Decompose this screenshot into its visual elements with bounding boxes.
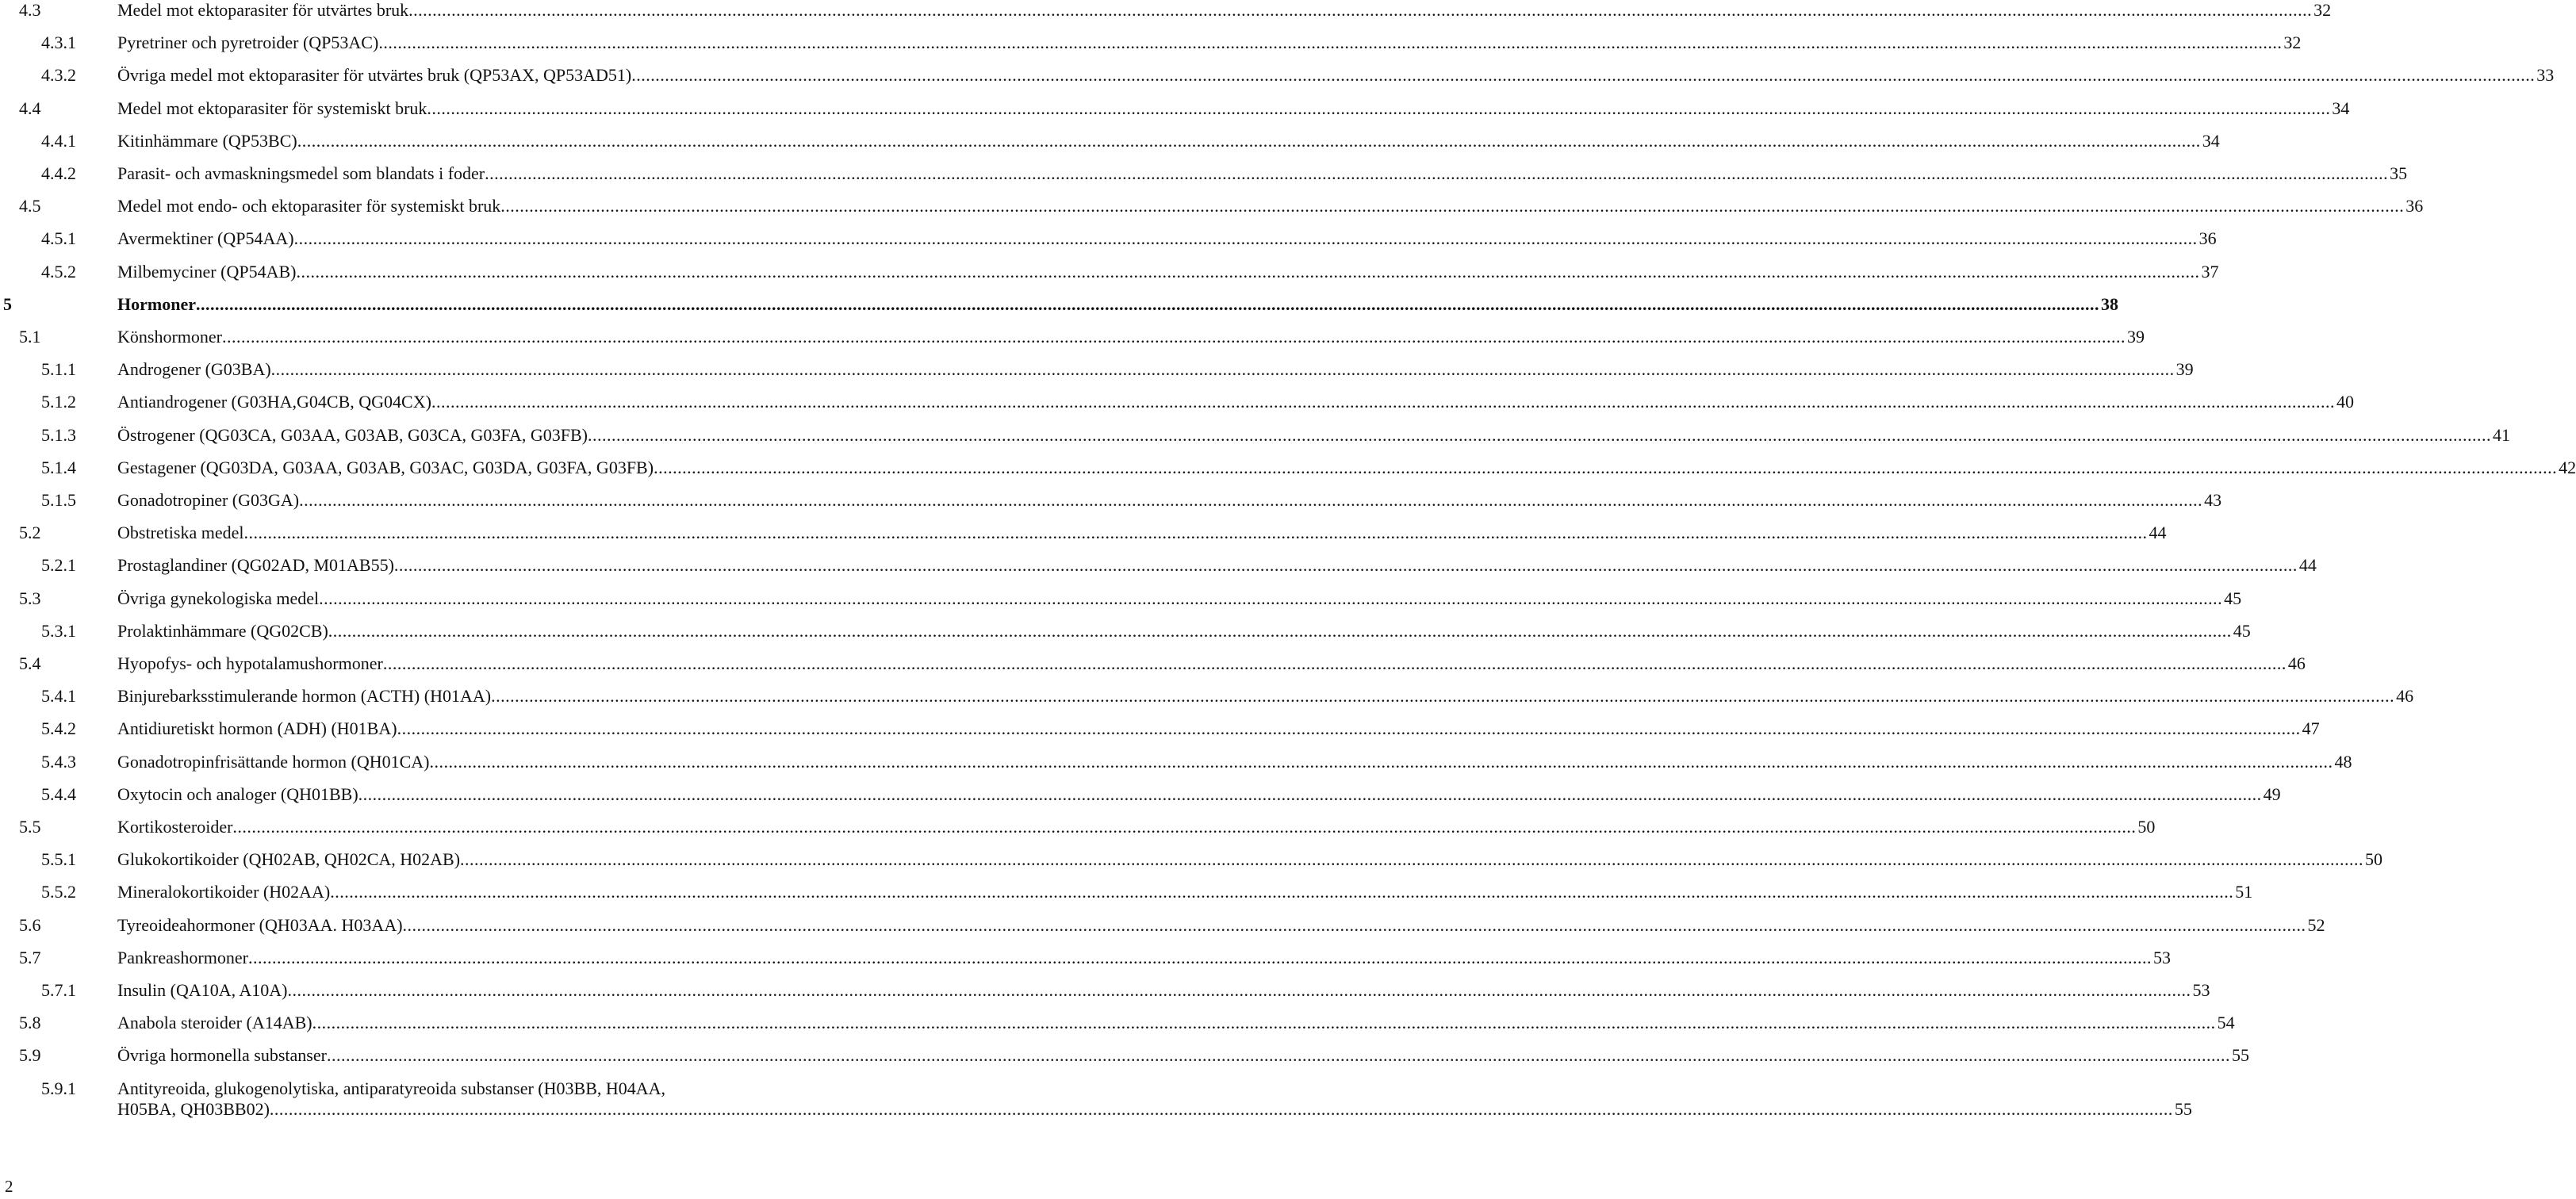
dot-leader: ................................................................................................................................................................................................................................................................................................................................................................................................................ (328, 620, 2232, 641)
dot-leader: ................................................................................................................................................................................................................................................................................................................................................................................................................ (397, 718, 2301, 739)
toc-entry-title: Antityreoida, glukogenolytiska, antiparatyreoida substanser (H03BB, H04AA, (117, 1078, 666, 1098)
dot-leader: ................................................................................................................................................................................................................................................................................................................................................................................................................ (500, 196, 2405, 216)
toc-entry-title: Pyretriner och pyretroider (QP53AC) (117, 33, 379, 53)
dot-leader: ................................................................................................................................................................................................................................................................................................................................................................................................................ (393, 555, 2298, 576)
toc-entry-number: 5.7 (19, 947, 41, 967)
toc-entry-title-continued: H05BA, QH03BB02) (117, 1098, 270, 1119)
toc-entry-number: 5.5.1 (41, 849, 76, 870)
toc-entry-number: 5.6 (19, 914, 41, 935)
toc-entry-title: Antiandrogener (G03HA,G04CB, QG04CX) (117, 392, 431, 412)
toc-entry-page: 39 (2175, 359, 2194, 380)
dot-leader: ................................................................................................................................................................................................................................................................................................................................................................................................................ (378, 33, 2283, 53)
toc-entry-number: 4.5 (19, 196, 41, 216)
toc-entry-title: Gonadotropiner (G03GA) (117, 490, 300, 510)
toc-entry-title: Mineralokortikoider (H02AA) (117, 882, 331, 902)
toc-entry-title: Prostaglandiner (QG02AD, M01AB55) (117, 555, 394, 576)
dot-leader: ................................................................................................................................................................................................................................................................................................................................................................................................................ (402, 914, 2306, 935)
dot-leader: ................................................................................................................................................................................................................................................................................................................................................................................................................ (312, 1013, 2216, 1033)
toc-entry-number: 4.3.1 (41, 33, 76, 53)
toc-entry-number: 5.9 (19, 1045, 41, 1066)
toc-entry-title: Medel mot endo- och ektoparasiter för systemiskt bruk (117, 196, 501, 216)
toc-entry-page: 34 (2202, 130, 2220, 151)
dot-leader: ................................................................................................................................................................................................................................................................................................................................................................................................................ (293, 228, 2198, 249)
toc-entry-title: Medel mot ektoparasiter för systemiskt bruk (117, 98, 427, 118)
page-number: 2 (5, 1177, 13, 1196)
toc-entry-title: Kortikosteroider (117, 817, 233, 837)
dot-leader: ................................................................................................................................................................................................................................................................................................................................................................................................................ (269, 1098, 2173, 1119)
dot-leader: ................................................................................................................................................................................................................................................................................................................................................................................................................ (654, 457, 2558, 477)
toc-entry-title: Gonadotropinfrisättande hormon (QH01CA) (117, 751, 430, 772)
toc-entry-page: 35 (2390, 163, 2408, 183)
toc-entry-title: Anabola steroider (A14AB) (117, 1013, 312, 1033)
toc-entry-number: 5.4.2 (41, 718, 76, 739)
dot-leader: ................................................................................................................................................................................................................................................................................................................................................................................................................ (431, 392, 2335, 412)
toc-entry-page: 37 (2201, 261, 2219, 282)
toc-entry-number: 4.4.1 (41, 130, 76, 151)
dot-leader: ................................................................................................................................................................................................................................................................................................................................................................................................................ (326, 1045, 2230, 1066)
toc-entry-page: 33 (2536, 65, 2555, 86)
toc-entry-number: 4.5.1 (41, 228, 76, 249)
dot-leader: ................................................................................................................................................................................................................................................................................................................................................................................................................ (319, 588, 2223, 608)
toc-entry-title: Hormoner (117, 293, 196, 314)
dot-leader: ................................................................................................................................................................................................................................................................................................................................................................................................................ (247, 947, 2152, 967)
dot-leader: ................................................................................................................................................................................................................................................................................................................................................................................................................ (296, 261, 2200, 282)
dot-leader: ................................................................................................................................................................................................................................................................................................................................................................................................................ (427, 98, 2331, 118)
toc-entry-page: 44 (2149, 523, 2167, 543)
dot-leader: ................................................................................................................................................................................................................................................................................................................................................................................................................ (330, 882, 2234, 902)
toc-entry-page: 51 (2235, 882, 2253, 902)
toc-entry-title: Oxytocin och analoger (QH01BB) (117, 783, 358, 804)
toc-entry-page: 53 (2152, 947, 2171, 967)
toc-entry-number: 5.1.2 (41, 392, 76, 412)
toc-entry-page: 55 (2174, 1098, 2192, 1119)
toc-entry-title: Övriga hormonella substanser (117, 1045, 327, 1066)
toc-entry-title: Hyopofys- och hypotalamushormoner (117, 653, 383, 673)
toc-entry-title: Medel mot ektoparasiter för utvärtes bruk (117, 0, 409, 20)
toc-entry-title: Pankreashormoner (117, 947, 248, 967)
toc-entry-title: Könshormoner (117, 327, 222, 347)
toc-entry-page: 45 (2224, 588, 2242, 608)
toc-entry-page: 55 (2231, 1045, 2249, 1066)
toc-entry-title: Tyreoideahormoner (QH03AA. H03AA) (117, 914, 403, 935)
toc-entry-number: 5.3 (19, 588, 41, 608)
toc-entry-page: 32 (2283, 33, 2302, 53)
toc-entry-title: Prolaktinhämmare (QG02CB) (117, 620, 328, 641)
dot-leader: ................................................................................................................................................................................................................................................................................................................................................................................................................ (587, 424, 2491, 445)
toc-entry-page: 40 (2336, 392, 2354, 412)
toc-entry-title: Binjurebarksstimulerande hormon (ACTH) (H01AA) (117, 686, 492, 707)
toc-entry-page: 43 (2204, 490, 2222, 510)
dot-leader: ................................................................................................................................................................................................................................................................................................................................................................................................................ (299, 490, 2203, 510)
toc-entry-page: 34 (2332, 98, 2350, 118)
toc-entry-page: 46 (2287, 653, 2306, 673)
toc-entry-page: 48 (2334, 751, 2352, 772)
dot-leader: ................................................................................................................................................................................................................................................................................................................................................................................................................ (297, 130, 2201, 151)
toc-entry-number: 5.3.1 (41, 620, 76, 641)
toc-entry-page: 46 (2396, 686, 2414, 707)
toc-entry-title: Glukokortikoider (QH02AB, QH02CA, H02AB) (117, 849, 461, 870)
dot-leader: ................................................................................................................................................................................................................................................................................................................................................................................................................ (631, 65, 2536, 86)
toc-entry-number: 4.4 (19, 98, 41, 118)
dot-leader: ................................................................................................................................................................................................................................................................................................................................................................................................................ (221, 327, 2126, 347)
dot-leader: ................................................................................................................................................................................................................................................................................................................................................................................................................ (243, 523, 2148, 543)
toc-entry-page: 50 (2137, 817, 2156, 837)
toc-entry-page: 44 (2298, 555, 2317, 576)
toc-entry-title: Androgener (G03BA) (117, 359, 271, 380)
toc-entry-title: Kitinhämmare (QP53BC) (117, 130, 297, 151)
toc-entry-title: Milbemyciner (QP54AB) (117, 261, 297, 282)
toc-entry-page: 41 (2492, 424, 2510, 445)
toc-entry-number: 5.1 (19, 327, 41, 347)
toc-entry-number: 5.7.1 (41, 980, 76, 1000)
toc-entry-number: 5.4 (19, 653, 41, 673)
toc-entry-page: 47 (2302, 718, 2320, 739)
toc-entry-title: Antidiuretiskt hormon (ADH) (H01BA) (117, 718, 397, 739)
dot-leader: ................................................................................................................................................................................................................................................................................................................................................................................................................ (408, 0, 2313, 20)
toc-entry-page: 32 (2313, 0, 2332, 20)
toc-entry-number: 5.9.1 (41, 1078, 76, 1098)
toc-entry-title: Övriga gynekologiska medel (117, 588, 320, 608)
toc-entry-number: 5.2 (19, 523, 41, 543)
toc-entry-title: Parasit- och avmaskningsmedel som blandats i foder (117, 163, 485, 183)
toc-entry-page: 39 (2126, 327, 2145, 347)
toc-entry-title: Insulin (QA10A, A10A) (117, 980, 288, 1000)
toc-entry-number: 5.2.1 (41, 555, 76, 576)
dot-leader: ................................................................................................................................................................................................................................................................................................................................................................................................................ (485, 163, 2389, 183)
toc-entry-page: 36 (2198, 228, 2217, 249)
toc-entry-page: 53 (2192, 980, 2210, 1000)
toc-entry-number: 5.4.4 (41, 783, 76, 804)
dot-leader: ................................................................................................................................................................................................................................................................................................................................................................................................................ (382, 653, 2287, 673)
toc-entry-number: 5.4.1 (41, 686, 76, 707)
toc-entry-title: Övriga medel mot ektoparasiter för utvärtes bruk (QP53AX, QP53AD51) (117, 65, 632, 86)
toc-entry-number: 4.3 (19, 0, 41, 20)
toc-entry-number: 5.8 (19, 1013, 41, 1033)
toc-entry-number: 4.5.2 (41, 261, 76, 282)
toc-entry-number: 5.1.4 (41, 457, 76, 477)
toc-entry-title: Gestagener (QG03DA, G03AA, G03AB, G03AC, G03DA, G03FA, G03FB) (117, 457, 654, 477)
toc-entry-page: 52 (2307, 914, 2325, 935)
dot-leader: ................................................................................................................................................................................................................................................................................................................................................................................................................ (195, 293, 2099, 314)
toc-entry-page: 54 (2217, 1013, 2235, 1033)
toc-entry-number: 5.1.3 (41, 424, 76, 445)
toc-entry-page: 36 (2405, 196, 2424, 216)
toc-entry-title: Avermektiner (QP54AA) (117, 228, 294, 249)
toc-entry-number: 4.3.2 (41, 65, 76, 86)
toc-entry-number: 5.5.2 (41, 882, 76, 902)
dot-leader: ................................................................................................................................................................................................................................................................................................................................................................................................................ (429, 751, 2333, 772)
toc-entry-page: 45 (2233, 620, 2251, 641)
toc-entry-number: 5.1.5 (41, 490, 76, 510)
dot-leader: ................................................................................................................................................................................................................................................................................................................................................................................................................ (270, 359, 2175, 380)
toc-entry-page: 38 (2100, 293, 2118, 314)
dot-leader: ................................................................................................................................................................................................................................................................................................................................................................................................................ (358, 783, 2262, 804)
toc-entry-title: Östrogener (QG03CA, G03AA, G03AB, G03CA, G03FA, G03FB) (117, 424, 588, 445)
dot-leader: ................................................................................................................................................................................................................................................................................................................................................................................................................ (232, 817, 2137, 837)
toc-entry-page: 50 (2365, 849, 2383, 870)
toc-entry-number: 5 (3, 293, 12, 314)
toc-entry-title: Obstretiska medel (117, 523, 244, 543)
toc-entry-number: 5.5 (19, 817, 41, 837)
dot-leader: ................................................................................................................................................................................................................................................................................................................................................................................................................ (287, 980, 2191, 1000)
toc-entry-page: 49 (2263, 783, 2281, 804)
toc-entry-number: 5.4.3 (41, 751, 76, 772)
toc-entry-page: 42 (2559, 457, 2576, 477)
dot-leader: ................................................................................................................................................................................................................................................................................................................................................................................................................ (491, 686, 2395, 707)
dot-leader: ................................................................................................................................................................................................................................................................................................................................................................................................................ (460, 849, 2364, 870)
toc-entry-number: 4.4.2 (41, 163, 76, 183)
toc-entry-number: 5.1.1 (41, 359, 76, 380)
